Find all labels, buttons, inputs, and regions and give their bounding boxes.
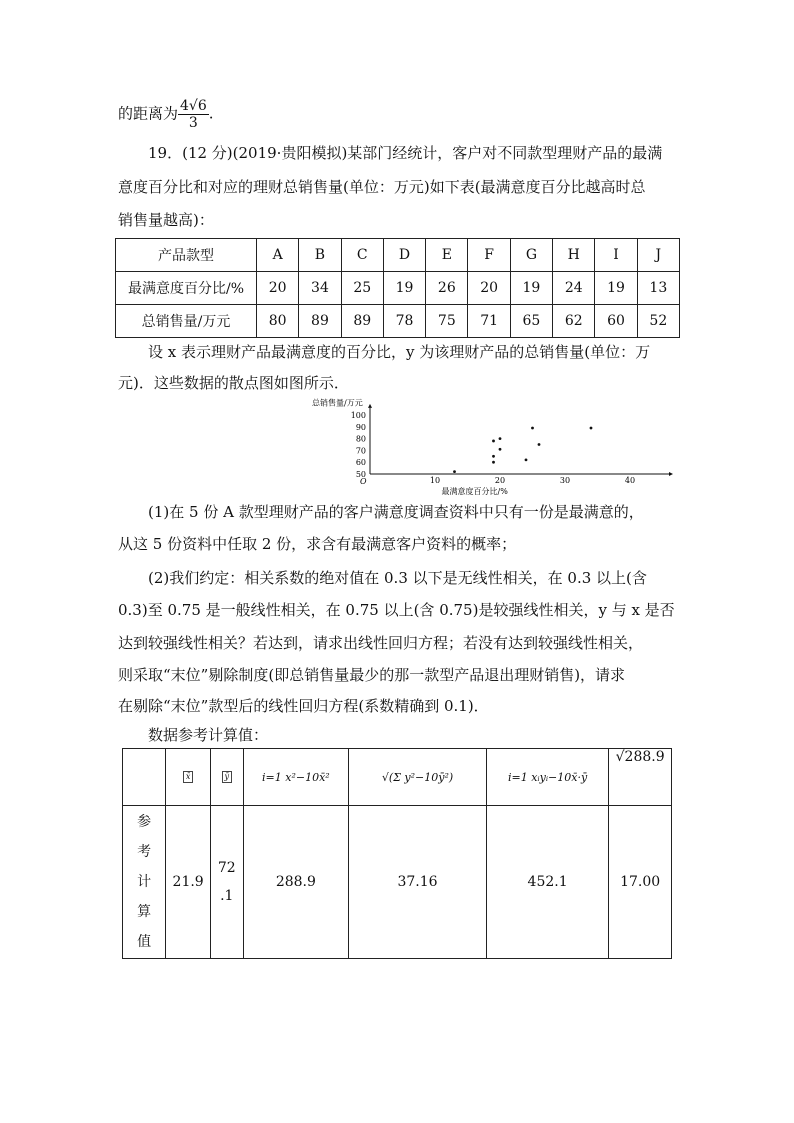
q19-line: 19．(12 分)(2019·贵阳模拟)某部门经统计，客户对不同款型理财产品的最满 [148, 144, 663, 162]
data-point [525, 458, 528, 461]
fraction [178, 98, 209, 131]
table-cell: 52 [637, 305, 679, 338]
part1-line: (1)在 5 份 A 款型理财产品的客户满意度调查资料中只有一份是最满意的， [148, 503, 644, 521]
table-cell: 80 [257, 305, 299, 338]
y-tick-label: 50 [355, 470, 366, 479]
table-cell: 78 [383, 305, 425, 338]
scatter-chart [300, 392, 636, 502]
value-cell: 452.1 [486, 806, 608, 959]
table-cell: 89 [341, 305, 383, 338]
table-cell: H [553, 239, 595, 272]
table-cell: 60 [595, 305, 637, 338]
label-char: 算 [137, 904, 152, 920]
row-header: 总销售量/万元 [116, 305, 257, 338]
x-tick-label: 10 [429, 476, 441, 485]
table-cell: C [341, 239, 383, 272]
value-cell: 21.9 [166, 806, 211, 959]
table-cell: G [510, 239, 552, 272]
header-cell [166, 749, 211, 806]
part2-line: 达到较强线性相关？若达到，请求出线性回归方程；若没有达到较强线性相关， [118, 634, 644, 652]
row-label [123, 806, 166, 959]
y-tick-label: 100 [350, 411, 366, 420]
table-cell: B [299, 239, 341, 272]
x-tick-label: 20 [494, 476, 506, 485]
table-cell: I [595, 239, 637, 272]
data-point [492, 455, 495, 458]
intro-text: 的距离为 [118, 104, 179, 123]
label-char: 考 [137, 844, 152, 860]
table-cell: 25 [341, 272, 383, 305]
table-cell: 19 [383, 272, 425, 305]
table-cell: 19 [595, 272, 637, 305]
table-row [116, 272, 680, 305]
table-cell: 13 [637, 272, 679, 305]
data-point [531, 427, 534, 430]
reference-table [122, 748, 672, 959]
table-row [116, 239, 680, 272]
header-cell: i=1 xᵢyᵢ−10x̄·ȳ [486, 749, 608, 806]
part1-line: 从这 5 份资料中任取 2 份，求含有最满意客户资料的概率； [118, 535, 517, 553]
y-axis-label: 总销售量/万元 [312, 398, 363, 408]
y-tick-label: 70 [355, 446, 366, 456]
origin-label: O [360, 477, 367, 486]
y-tick-label: 80 [355, 434, 366, 444]
table-cell: 20 [468, 272, 510, 305]
data-row [123, 806, 672, 959]
data-point [492, 461, 495, 464]
y-tick-label: 90 [355, 422, 366, 432]
frac-num: 4√6 [180, 98, 207, 114]
data-point [453, 470, 456, 473]
table-cell: E [426, 239, 468, 272]
label-char: 值 [137, 934, 152, 950]
header-cell: √288.9 [609, 749, 672, 806]
part2-line: 在剔除“末位”款型后的线性回归方程(系数精确到 0.1)． [118, 697, 489, 715]
header-cell [123, 749, 166, 806]
table-cell: 75 [426, 305, 468, 338]
table-cell: 62 [553, 305, 595, 338]
row-header: 最满意度百分比/% [116, 272, 257, 305]
data-point [590, 427, 593, 430]
table-cell: F [468, 239, 510, 272]
row-header: 产品款型 [116, 239, 257, 272]
header-row [123, 749, 672, 806]
text-line: 设 x 表示理财产品最满意度的百分比，y 为该理财产品的总销售量(单位：万 [148, 343, 651, 361]
header-cell: √(Σ y²−10ȳ²) [349, 749, 487, 806]
x-arrow [669, 472, 673, 476]
header-cell: i=1 x²−10x̄² [243, 749, 349, 806]
x-axis-label: 最满意度百分比/% [441, 487, 508, 496]
label-char: 计 [137, 874, 152, 890]
table-cell: 34 [299, 272, 341, 305]
ref-label: 数据参考计算值： [148, 726, 269, 744]
intro-suffix: . [208, 104, 214, 123]
value-cell: 17.00 [609, 806, 672, 959]
data-point [492, 440, 495, 443]
table-cell: 71 [468, 305, 510, 338]
table-cell: 89 [299, 305, 341, 338]
value-cell: 37.16 [349, 806, 487, 959]
table-cell: J [637, 239, 679, 272]
table-cell: 65 [510, 305, 552, 338]
data-table [115, 238, 680, 338]
label-char: 参 [137, 814, 152, 830]
part2-line: 0.3)至 0.75 是一般线性相关，在 0.75 以上(含 0.75)是较强线性相关，y 与 x 是否 [118, 601, 675, 619]
table-cell: 26 [426, 272, 468, 305]
frac-den: 3 [188, 115, 198, 131]
table-cell: 20 [257, 272, 299, 305]
q19-line: 意度百分比和对应的理财总销售量(单位：万元)如下表(最满意度百分比越高时总 [118, 178, 646, 196]
ybar: ȳ [222, 771, 232, 783]
x-tick-label: 40 [624, 476, 636, 485]
data-point [538, 443, 541, 446]
table-cell: D [383, 239, 425, 272]
q19-line: 销售量越高)： [118, 211, 214, 229]
x-tick-label: 30 [559, 476, 571, 485]
value-cell: 288.9 [243, 806, 349, 959]
table-cell: 24 [553, 272, 595, 305]
table-cell: 19 [510, 272, 552, 305]
value-cell: 72 .1 [210, 806, 243, 959]
y-arrow [368, 404, 372, 408]
text-line: 元)．这些数据的散点图如图所示． [118, 374, 349, 392]
xbar: x̄ [183, 771, 193, 783]
part2-line: 则采取“末位”剔除制度(即总销售量最少的那一款型产品退出理财销售)，请求 [118, 666, 626, 684]
table-cell: A [257, 239, 299, 272]
header-cell [210, 749, 243, 806]
data-point [499, 437, 502, 440]
data-point [499, 448, 502, 451]
intro-line [118, 98, 214, 131]
y-tick-label: 60 [355, 458, 366, 468]
table-row [116, 305, 680, 338]
part2-line: (2)我们约定：相关系数的绝对值在 0.3 以下是无线性相关，在 0.3 以上(含 [148, 569, 647, 587]
